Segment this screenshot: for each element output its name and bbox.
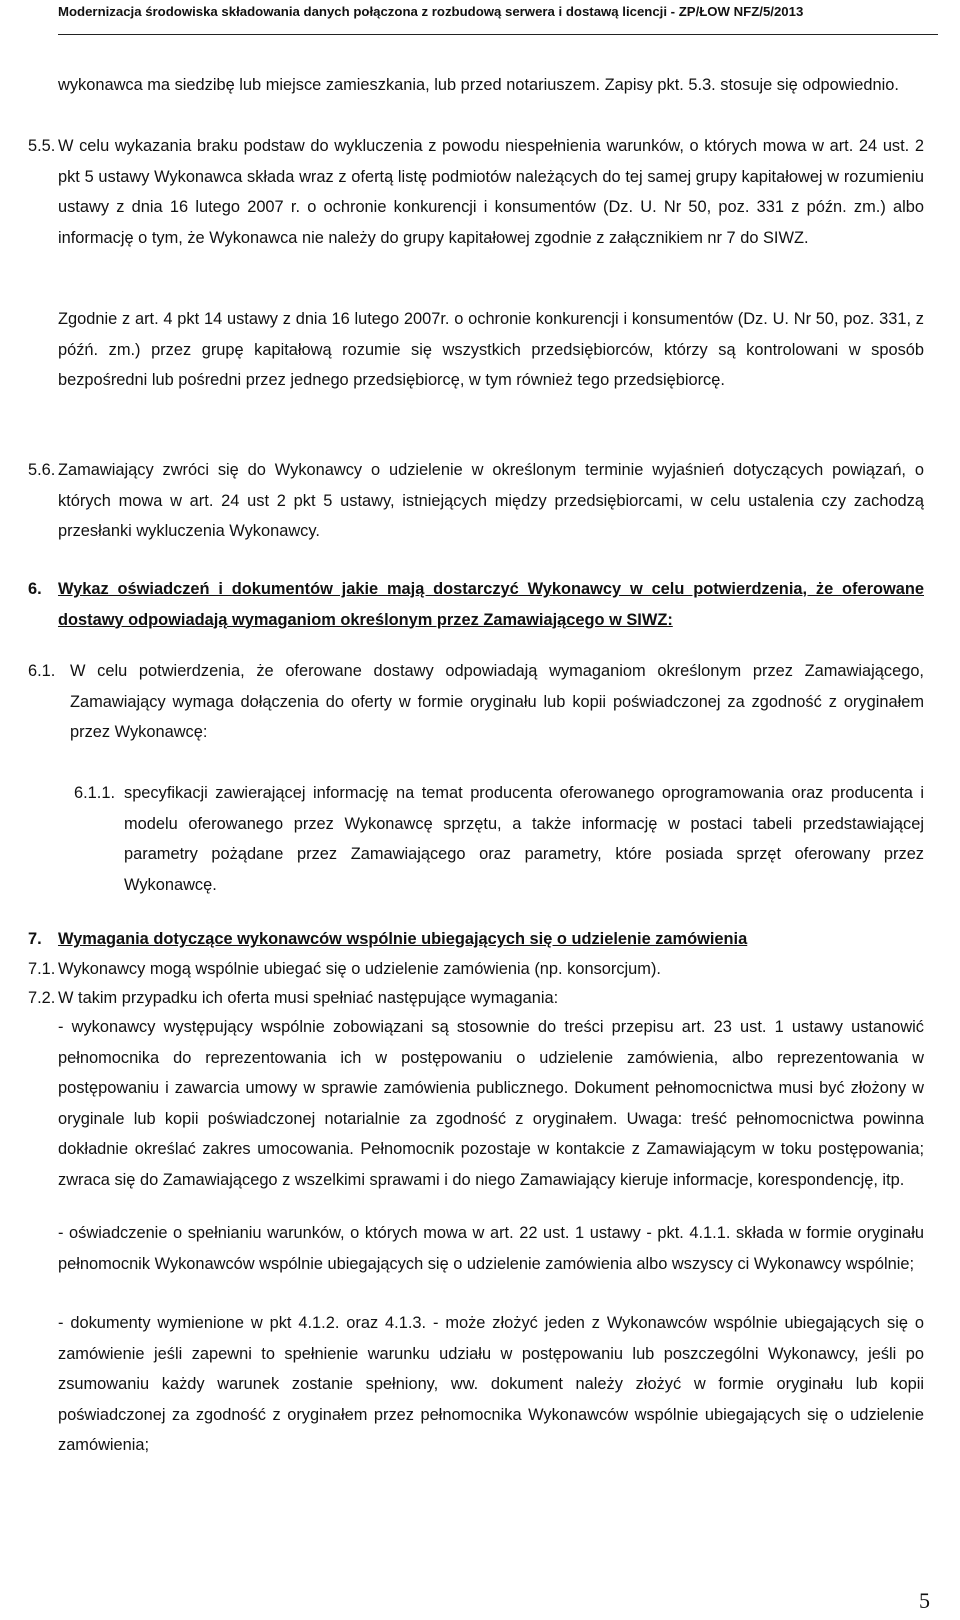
paragraph-5-6: Zamawiający zwróci się do Wykonawcy o udzielenie w określonym terminie wyjaśnień dotyczących powiązań, o których mowa w art. 24 ust 2 pkt 5 ustawy, istniejących między przedsiębiorcami, w celu ustalenia czy zachodzą przesłanki wykluczenia Wykonawcy. bbox=[58, 461, 924, 540]
heading-section-7: Wymagania dotyczące wykonawców wspólnie ubiegających się o udzielenie zamówienia bbox=[58, 930, 748, 948]
section-number-7-1: 7.1. bbox=[28, 960, 56, 978]
section-number-7-2: 7.2. bbox=[28, 989, 56, 1007]
paragraph-7-1: Wykonawcy mogą wspólnie ubiegać się o udzielenie zamówienia (np. konsorcjum). bbox=[58, 960, 661, 978]
paragraph-7-2-documents: - dokumenty wymienione w pkt 4.1.2. oraz 4.1.3. - może złożyć jeden z Wykonawców wspólnie ubiegających się o zamówienie jeśli zapewni to spełnienie warunku udziału w postępowaniu lub poszczególni Wykonawcy, jeśli po zsumowaniu każdy warunek zostanie spełniony, ww. dokument należy złożyć w formie oryginału lub kopii poświadczonej za zgodność z oryginałem przez pełnomocnika Wykonawców wspólnie ubiegających się o udzielenie zamówienia; bbox=[58, 1314, 924, 1454]
section-number-7: 7. bbox=[28, 930, 42, 948]
paragraph-7-2-statement: - oświadczenie o spełnianiu warunków, o których mowa w art. 22 ust. 1 ustawy - pkt. 4.1.1. składa w formie oryginału pełnomocnik Wykonawców wspólnie ubiegających się o udzielenie zamówienia albo wszyscy ci Wykonawcy wspólnie; bbox=[58, 1224, 924, 1273]
paragraph-7-2: W takim przypadku ich oferta musi spełniać następujące wymagania: bbox=[58, 989, 559, 1007]
section-number-6-1: 6.1. bbox=[28, 662, 56, 680]
paragraph-6-1: W celu potwierdzenia, że oferowane dostawy odpowiadają wymaganiom określonym przez Zamawiającego, Zamawiający wymaga dołączenia do oferty w formie oryginału lub kopii poświadczonej za zgodność z oryginałem przez Wykonawcę: bbox=[70, 662, 924, 741]
paragraph-7-2-attorney: - wykonawcy występujący wspólnie zobowiązani są stosownie do treści przepisu art. 23 ust. 1 ustawy ustanowić pełnomocnika do reprezentowania ich w postępowaniu o udzielenie zamówienia, albo reprezentowania w postępowaniu i zawarcia umowy w sprawie zamówienia publicznego. Dokument pełnomocnictwa musi być złożony w oryginale lub kopii poświadczonej notarialnie za zgodność z oryginałem. Uwaga: treść pełnomocnictwa powinna dokładnie określać zakres umocowania. Pełnomocnik pozostaje w kontakcie z Zamawiającym w toku postępowania; zwraca się do Zamawiającego z wszelkimi sprawami i do niego Zamawiający kieruje informacje, korespondencję, itp. bbox=[58, 1018, 924, 1189]
paragraph-6-1-1: specyfikacji zawierającej informację na temat producenta oferowanego oprogramowania oraz producenta i modelu oferowanego przez Wykonawcę sprzętu, a także informację w postaci tabeli przedstawiającej parametry pożądane przez Zamawiającego oraz parametry, które posiada sprzęt oferowany przez Wykonawcę. bbox=[124, 784, 924, 894]
paragraph-5-5-definition: Zgodnie z art. 4 pkt 14 ustawy z dnia 16 lutego 2007r. o ochronie konkurencji i konsumentów (Dz. U. Nr 50, poz. 331, z późń. zm.) przez grupę kapitałową rozumie się wszystkich przedsiębiorców, którzy są kontrolowani w sposób bezpośredni lub pośredni przez jednego przedsiębiorcę, w tym również tego przedsiębiorcę. bbox=[58, 310, 924, 389]
paragraph-continuation: wykonawca ma siedzibę lub miejsce zamieszkania, lub przed notariuszem. Zapisy pkt. 5.3. stosuje się odpowiednio. bbox=[58, 76, 899, 94]
heading-section-6: Wykaz oświadczeń i dokumentów jakie mają dostarczyć Wykonawcy w celu potwierdzenia, że oferowane dostawy odpowiadają wymaganiom określonym przez Zamawiającego w SIWZ: bbox=[58, 580, 924, 629]
section-number-6-1-1: 6.1.1. bbox=[74, 784, 116, 802]
section-number-6: 6. bbox=[28, 580, 42, 598]
section-number-5-5: 5.5. bbox=[28, 137, 56, 155]
page-number: 5 bbox=[919, 1588, 930, 1613]
paragraph-5-5: W celu wykazania braku podstaw do wykluczenia z powodu niespełnienia warunków, o których mowa w art. 24 ust. 2 pkt 5 ustawy Wykonawca składa wraz z ofertą listę podmiotów należących do tej samej grupy kapitałowej w rozumieniu ustawy z dnia 16 lutego 2007 r. o ochronie konkurencji i konsumentów (Dz. U. Nr 50, poz. 331 z późn. zm.) albo informację o tym, że Wykonawca nie należy do grupy kapitałowej zgodnie z załącznikiem nr 7 do SIWZ. bbox=[58, 137, 924, 247]
page-header: Modernizacja środowiska składowania danych połączona z rozbudową serwera i dostawą licencji - ZP/ŁOW NFZ/5/2013 bbox=[58, 4, 938, 35]
section-number-5-6: 5.6. bbox=[28, 461, 56, 479]
